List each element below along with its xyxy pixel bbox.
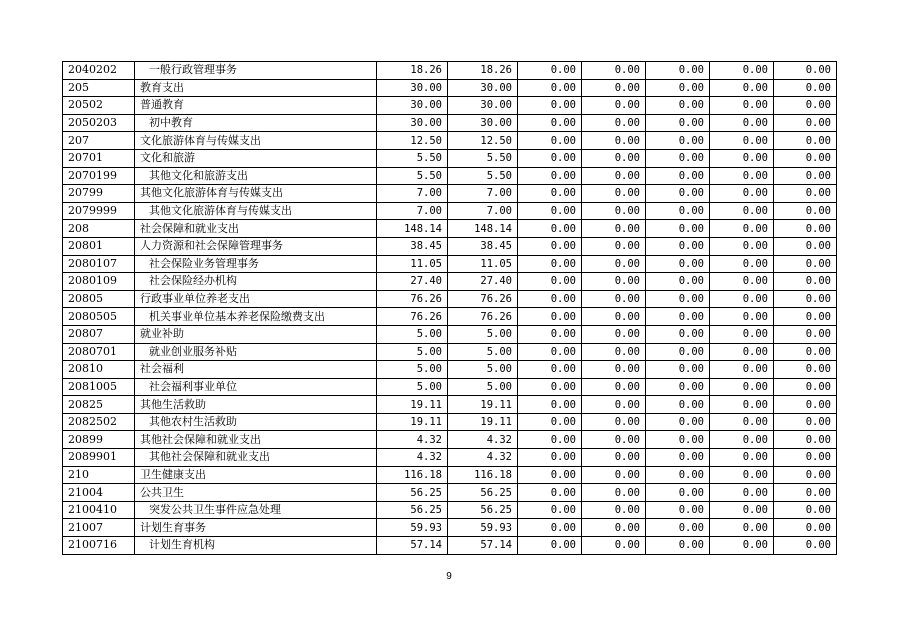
amount-cell: 0.00 (774, 185, 837, 203)
table-row (63, 325, 837, 343)
subject-name-cell: 就业创业服务补贴 (135, 343, 377, 361)
amount-cell: 0.00 (518, 290, 582, 308)
amount-cell: 19.11 (448, 413, 518, 431)
subject-code-cell: 2079999 (63, 202, 135, 220)
subject-name-cell: 社会保障和就业支出 (135, 220, 377, 238)
amount-cell: 0.00 (582, 484, 646, 502)
table-row (63, 220, 837, 238)
amount-cell: 0.00 (646, 220, 710, 238)
table-row (63, 132, 837, 150)
amount-cell: 0.00 (582, 220, 646, 238)
table-row (63, 378, 837, 396)
amount-cell: 5.50 (377, 167, 448, 185)
amount-cell: 0.00 (582, 185, 646, 203)
subject-name-cell: 文化旅游体育与传媒支出 (135, 132, 377, 150)
subject-code-cell: 20701 (63, 149, 135, 167)
table-row (63, 167, 837, 185)
amount-cell: 56.25 (448, 484, 518, 502)
table-row (63, 79, 837, 97)
amount-cell: 0.00 (646, 325, 710, 343)
amount-cell: 0.00 (582, 132, 646, 150)
amount-cell: 76.26 (448, 290, 518, 308)
amount-cell: 59.93 (377, 519, 448, 537)
amount-cell: 0.00 (582, 537, 646, 555)
amount-cell: 59.93 (448, 519, 518, 537)
amount-cell: 0.00 (518, 149, 582, 167)
amount-cell: 0.00 (646, 413, 710, 431)
amount-cell: 0.00 (518, 537, 582, 555)
amount-cell: 0.00 (518, 220, 582, 238)
subject-code-cell: 20899 (63, 431, 135, 449)
amount-cell: 0.00 (582, 378, 646, 396)
amount-cell: 0.00 (646, 484, 710, 502)
amount-cell: 0.00 (646, 343, 710, 361)
amount-cell: 116.18 (377, 466, 448, 484)
amount-cell: 5.00 (448, 361, 518, 379)
table-row (63, 343, 837, 361)
amount-cell: 0.00 (774, 202, 837, 220)
amount-cell: 12.50 (377, 132, 448, 150)
table-row (63, 501, 837, 519)
amount-cell: 5.00 (377, 343, 448, 361)
table-row (63, 413, 837, 431)
amount-cell: 11.05 (377, 255, 448, 273)
amount-cell: 0.00 (710, 114, 774, 132)
table-row (63, 255, 837, 273)
subject-code-cell: 20799 (63, 185, 135, 203)
amount-cell: 0.00 (518, 431, 582, 449)
subject-code-cell: 2080505 (63, 308, 135, 326)
amount-cell: 0.00 (710, 413, 774, 431)
amount-cell: 0.00 (774, 396, 837, 414)
subject-code-cell: 2081005 (63, 378, 135, 396)
amount-cell: 0.00 (646, 202, 710, 220)
amount-cell: 7.00 (448, 185, 518, 203)
subject-code-cell: 20801 (63, 237, 135, 255)
amount-cell: 0.00 (774, 132, 837, 150)
amount-cell: 0.00 (646, 537, 710, 555)
subject-code-cell: 21004 (63, 484, 135, 502)
amount-cell: 0.00 (774, 149, 837, 167)
amount-cell: 30.00 (448, 79, 518, 97)
amount-cell: 56.25 (377, 501, 448, 519)
amount-cell: 0.00 (774, 290, 837, 308)
amount-cell: 0.00 (774, 484, 837, 502)
amount-cell: 0.00 (774, 308, 837, 326)
amount-cell: 0.00 (518, 273, 582, 291)
amount-cell: 5.00 (377, 361, 448, 379)
table-row (63, 97, 837, 115)
amount-cell: 0.00 (710, 149, 774, 167)
subject-code-cell: 210 (63, 466, 135, 484)
subject-code-cell: 2040202 (63, 62, 135, 80)
amount-cell: 0.00 (774, 466, 837, 484)
amount-cell: 0.00 (646, 149, 710, 167)
subject-name-cell: 社会保险经办机构 (135, 273, 377, 291)
amount-cell: 0.00 (518, 325, 582, 343)
amount-cell: 0.00 (710, 361, 774, 379)
amount-cell: 5.00 (377, 378, 448, 396)
subject-code-cell: 21007 (63, 519, 135, 537)
amount-cell: 0.00 (710, 185, 774, 203)
table-row (63, 237, 837, 255)
amount-cell: 0.00 (646, 167, 710, 185)
subject-code-cell: 2082502 (63, 413, 135, 431)
amount-cell: 0.00 (710, 396, 774, 414)
amount-cell: 0.00 (582, 202, 646, 220)
subject-name-cell: 其他社会保障和就业支出 (135, 449, 377, 467)
subject-code-cell: 20805 (63, 290, 135, 308)
amount-cell: 0.00 (646, 114, 710, 132)
subject-code-cell: 20810 (63, 361, 135, 379)
amount-cell: 7.00 (377, 202, 448, 220)
amount-cell: 0.00 (582, 290, 646, 308)
amount-cell: 0.00 (518, 97, 582, 115)
amount-cell: 0.00 (710, 537, 774, 555)
subject-name-cell: 其他文化旅游体育与传媒支出 (135, 185, 377, 203)
amount-cell: 0.00 (710, 62, 774, 80)
amount-cell: 0.00 (646, 396, 710, 414)
amount-cell: 0.00 (710, 308, 774, 326)
subject-code-cell: 20502 (63, 97, 135, 115)
amount-cell: 30.00 (448, 114, 518, 132)
amount-cell: 18.26 (448, 62, 518, 80)
amount-cell: 0.00 (774, 361, 837, 379)
amount-cell: 0.00 (710, 202, 774, 220)
amount-cell: 0.00 (710, 79, 774, 97)
subject-code-cell: 2070199 (63, 167, 135, 185)
amount-cell: 5.00 (448, 343, 518, 361)
amount-cell: 0.00 (774, 378, 837, 396)
amount-cell: 0.00 (710, 273, 774, 291)
table-row (63, 273, 837, 291)
table-row (63, 149, 837, 167)
amount-cell: 30.00 (448, 97, 518, 115)
amount-cell: 0.00 (518, 79, 582, 97)
subject-name-cell: 社会福利事业单位 (135, 378, 377, 396)
amount-cell: 0.00 (518, 519, 582, 537)
subject-code-cell: 2089901 (63, 449, 135, 467)
amount-cell: 56.25 (448, 501, 518, 519)
amount-cell: 0.00 (582, 501, 646, 519)
amount-cell: 0.00 (646, 185, 710, 203)
amount-cell: 0.00 (710, 378, 774, 396)
amount-cell: 0.00 (582, 519, 646, 537)
amount-cell: 0.00 (518, 114, 582, 132)
amount-cell: 5.50 (448, 167, 518, 185)
budget-table (62, 61, 837, 555)
table-row (63, 290, 837, 308)
amount-cell: 0.00 (646, 308, 710, 326)
subject-name-cell: 计划生育机构 (135, 537, 377, 555)
amount-cell: 0.00 (582, 431, 646, 449)
amount-cell: 0.00 (774, 114, 837, 132)
subject-name-cell: 其他文化和旅游支出 (135, 167, 377, 185)
amount-cell: 0.00 (518, 237, 582, 255)
amount-cell: 38.45 (377, 237, 448, 255)
amount-cell: 11.05 (448, 255, 518, 273)
amount-cell: 0.00 (710, 255, 774, 273)
amount-cell: 0.00 (582, 237, 646, 255)
subject-name-cell: 教育支出 (135, 79, 377, 97)
table-row (63, 396, 837, 414)
page-number: 9 (446, 571, 452, 582)
subject-code-cell: 2080109 (63, 273, 135, 291)
amount-cell: 0.00 (774, 343, 837, 361)
amount-cell: 0.00 (646, 466, 710, 484)
amount-cell: 0.00 (774, 431, 837, 449)
amount-cell: 0.00 (582, 361, 646, 379)
amount-cell: 19.11 (377, 413, 448, 431)
amount-cell: 0.00 (518, 132, 582, 150)
amount-cell: 0.00 (582, 114, 646, 132)
amount-cell: 0.00 (710, 431, 774, 449)
amount-cell: 0.00 (646, 449, 710, 467)
amount-cell: 0.00 (774, 449, 837, 467)
subject-name-cell: 普通教育 (135, 97, 377, 115)
amount-cell: 38.45 (448, 237, 518, 255)
amount-cell: 0.00 (518, 466, 582, 484)
amount-cell: 0.00 (774, 537, 837, 555)
subject-name-cell: 文化和旅游 (135, 149, 377, 167)
amount-cell: 0.00 (774, 255, 837, 273)
table-row (63, 519, 837, 537)
amount-cell: 0.00 (646, 79, 710, 97)
amount-cell: 0.00 (518, 343, 582, 361)
subject-name-cell: 机关事业单位基本养老保险缴费支出 (135, 308, 377, 326)
amount-cell: 0.00 (518, 484, 582, 502)
amount-cell: 0.00 (582, 308, 646, 326)
amount-cell: 0.00 (710, 466, 774, 484)
amount-cell: 0.00 (710, 519, 774, 537)
amount-cell: 0.00 (774, 273, 837, 291)
amount-cell: 27.40 (448, 273, 518, 291)
amount-cell: 0.00 (646, 255, 710, 273)
amount-cell: 5.50 (377, 149, 448, 167)
amount-cell: 0.00 (582, 167, 646, 185)
subject-name-cell: 人力资源和社会保障管理事务 (135, 237, 377, 255)
amount-cell: 0.00 (582, 449, 646, 467)
amount-cell: 0.00 (646, 378, 710, 396)
subject-name-cell: 其他农村生活救助 (135, 413, 377, 431)
amount-cell: 0.00 (518, 501, 582, 519)
amount-cell: 0.00 (646, 132, 710, 150)
amount-cell: 19.11 (448, 396, 518, 414)
amount-cell: 0.00 (710, 501, 774, 519)
subject-code-cell: 208 (63, 220, 135, 238)
table-row (63, 62, 837, 80)
amount-cell: 0.00 (710, 220, 774, 238)
amount-cell: 0.00 (710, 132, 774, 150)
amount-cell: 0.00 (646, 273, 710, 291)
table-row (63, 537, 837, 555)
subject-name-cell: 其他生活救助 (135, 396, 377, 414)
amount-cell: 7.00 (377, 185, 448, 203)
amount-cell: 7.00 (448, 202, 518, 220)
amount-cell: 0.00 (518, 449, 582, 467)
amount-cell: 0.00 (582, 325, 646, 343)
table-row (63, 466, 837, 484)
table-row (63, 308, 837, 326)
amount-cell: 0.00 (710, 290, 774, 308)
amount-cell: 0.00 (518, 413, 582, 431)
subject-code-cell: 20825 (63, 396, 135, 414)
subject-code-cell: 2050203 (63, 114, 135, 132)
amount-cell: 76.26 (377, 308, 448, 326)
amount-cell: 76.26 (377, 290, 448, 308)
amount-cell: 0.00 (774, 237, 837, 255)
amount-cell: 4.32 (448, 431, 518, 449)
amount-cell: 0.00 (582, 413, 646, 431)
amount-cell: 0.00 (518, 378, 582, 396)
amount-cell: 0.00 (518, 396, 582, 414)
amount-cell: 0.00 (710, 343, 774, 361)
amount-cell: 0.00 (518, 185, 582, 203)
amount-cell: 0.00 (582, 149, 646, 167)
table-row (63, 202, 837, 220)
amount-cell: 4.32 (377, 449, 448, 467)
amount-cell: 0.00 (582, 255, 646, 273)
amount-cell: 0.00 (774, 501, 837, 519)
amount-cell: 0.00 (582, 466, 646, 484)
amount-cell: 0.00 (710, 237, 774, 255)
subject-name-cell: 公共卫生 (135, 484, 377, 502)
amount-cell: 148.14 (448, 220, 518, 238)
amount-cell: 0.00 (646, 237, 710, 255)
subject-name-cell: 突发公共卫生事件应急处理 (135, 501, 377, 519)
amount-cell: 116.18 (448, 466, 518, 484)
amount-cell: 0.00 (518, 361, 582, 379)
subject-name-cell: 其他文化旅游体育与传媒支出 (135, 202, 377, 220)
amount-cell: 5.50 (448, 149, 518, 167)
table-row (63, 484, 837, 502)
amount-cell: 76.26 (448, 308, 518, 326)
subject-code-cell: 2080701 (63, 343, 135, 361)
amount-cell: 4.32 (377, 431, 448, 449)
amount-cell: 0.00 (774, 167, 837, 185)
amount-cell: 57.14 (448, 537, 518, 555)
amount-cell: 56.25 (377, 484, 448, 502)
subject-code-cell: 205 (63, 79, 135, 97)
amount-cell: 0.00 (710, 449, 774, 467)
amount-cell: 12.50 (448, 132, 518, 150)
subject-name-cell: 就业补助 (135, 325, 377, 343)
amount-cell: 0.00 (774, 413, 837, 431)
amount-cell: 30.00 (377, 114, 448, 132)
table-row (63, 431, 837, 449)
amount-cell: 0.00 (646, 97, 710, 115)
amount-cell: 0.00 (582, 62, 646, 80)
table-row (63, 361, 837, 379)
amount-cell: 57.14 (377, 537, 448, 555)
amount-cell: 0.00 (710, 484, 774, 502)
amount-cell: 5.00 (448, 325, 518, 343)
table-body (63, 62, 837, 555)
subject-name-cell: 计划生育事务 (135, 519, 377, 537)
amount-cell: 0.00 (774, 79, 837, 97)
amount-cell: 0.00 (774, 519, 837, 537)
amount-cell: 0.00 (582, 97, 646, 115)
amount-cell: 0.00 (646, 361, 710, 379)
subject-name-cell: 其他社会保障和就业支出 (135, 431, 377, 449)
amount-cell: 30.00 (377, 79, 448, 97)
table-row (63, 114, 837, 132)
amount-cell: 0.00 (582, 396, 646, 414)
amount-cell: 19.11 (377, 396, 448, 414)
amount-cell: 0.00 (582, 273, 646, 291)
table-row (63, 185, 837, 203)
amount-cell: 0.00 (774, 97, 837, 115)
table-row (63, 449, 837, 467)
subject-code-cell: 2100410 (63, 501, 135, 519)
subject-name-cell: 行政事业单位养老支出 (135, 290, 377, 308)
amount-cell: 0.00 (710, 97, 774, 115)
amount-cell: 5.00 (448, 378, 518, 396)
subject-name-cell: 初中教育 (135, 114, 377, 132)
amount-cell: 0.00 (710, 167, 774, 185)
amount-cell: 0.00 (646, 290, 710, 308)
subject-code-cell: 2080107 (63, 255, 135, 273)
amount-cell: 0.00 (518, 308, 582, 326)
amount-cell: 0.00 (518, 62, 582, 80)
amount-cell: 0.00 (774, 62, 837, 80)
subject-name-cell: 卫生健康支出 (135, 466, 377, 484)
subject-code-cell: 2100716 (63, 537, 135, 555)
amount-cell: 0.00 (646, 62, 710, 80)
subject-name-cell: 社会保险业务管理事务 (135, 255, 377, 273)
amount-cell: 0.00 (582, 343, 646, 361)
amount-cell: 4.32 (448, 449, 518, 467)
amount-cell: 0.00 (646, 431, 710, 449)
amount-cell: 0.00 (774, 325, 837, 343)
amount-cell: 0.00 (710, 325, 774, 343)
amount-cell: 148.14 (377, 220, 448, 238)
amount-cell: 5.00 (377, 325, 448, 343)
amount-cell: 18.26 (377, 62, 448, 80)
subject-name-cell: 一般行政管理事务 (135, 62, 377, 80)
amount-cell: 30.00 (377, 97, 448, 115)
subject-code-cell: 207 (63, 132, 135, 150)
amount-cell: 27.40 (377, 273, 448, 291)
subject-code-cell: 20807 (63, 325, 135, 343)
subject-name-cell: 社会福利 (135, 361, 377, 379)
amount-cell: 0.00 (646, 519, 710, 537)
amount-cell: 0.00 (518, 167, 582, 185)
amount-cell: 0.00 (646, 501, 710, 519)
amount-cell: 0.00 (518, 255, 582, 273)
amount-cell: 0.00 (518, 202, 582, 220)
amount-cell: 0.00 (582, 79, 646, 97)
amount-cell: 0.00 (774, 220, 837, 238)
